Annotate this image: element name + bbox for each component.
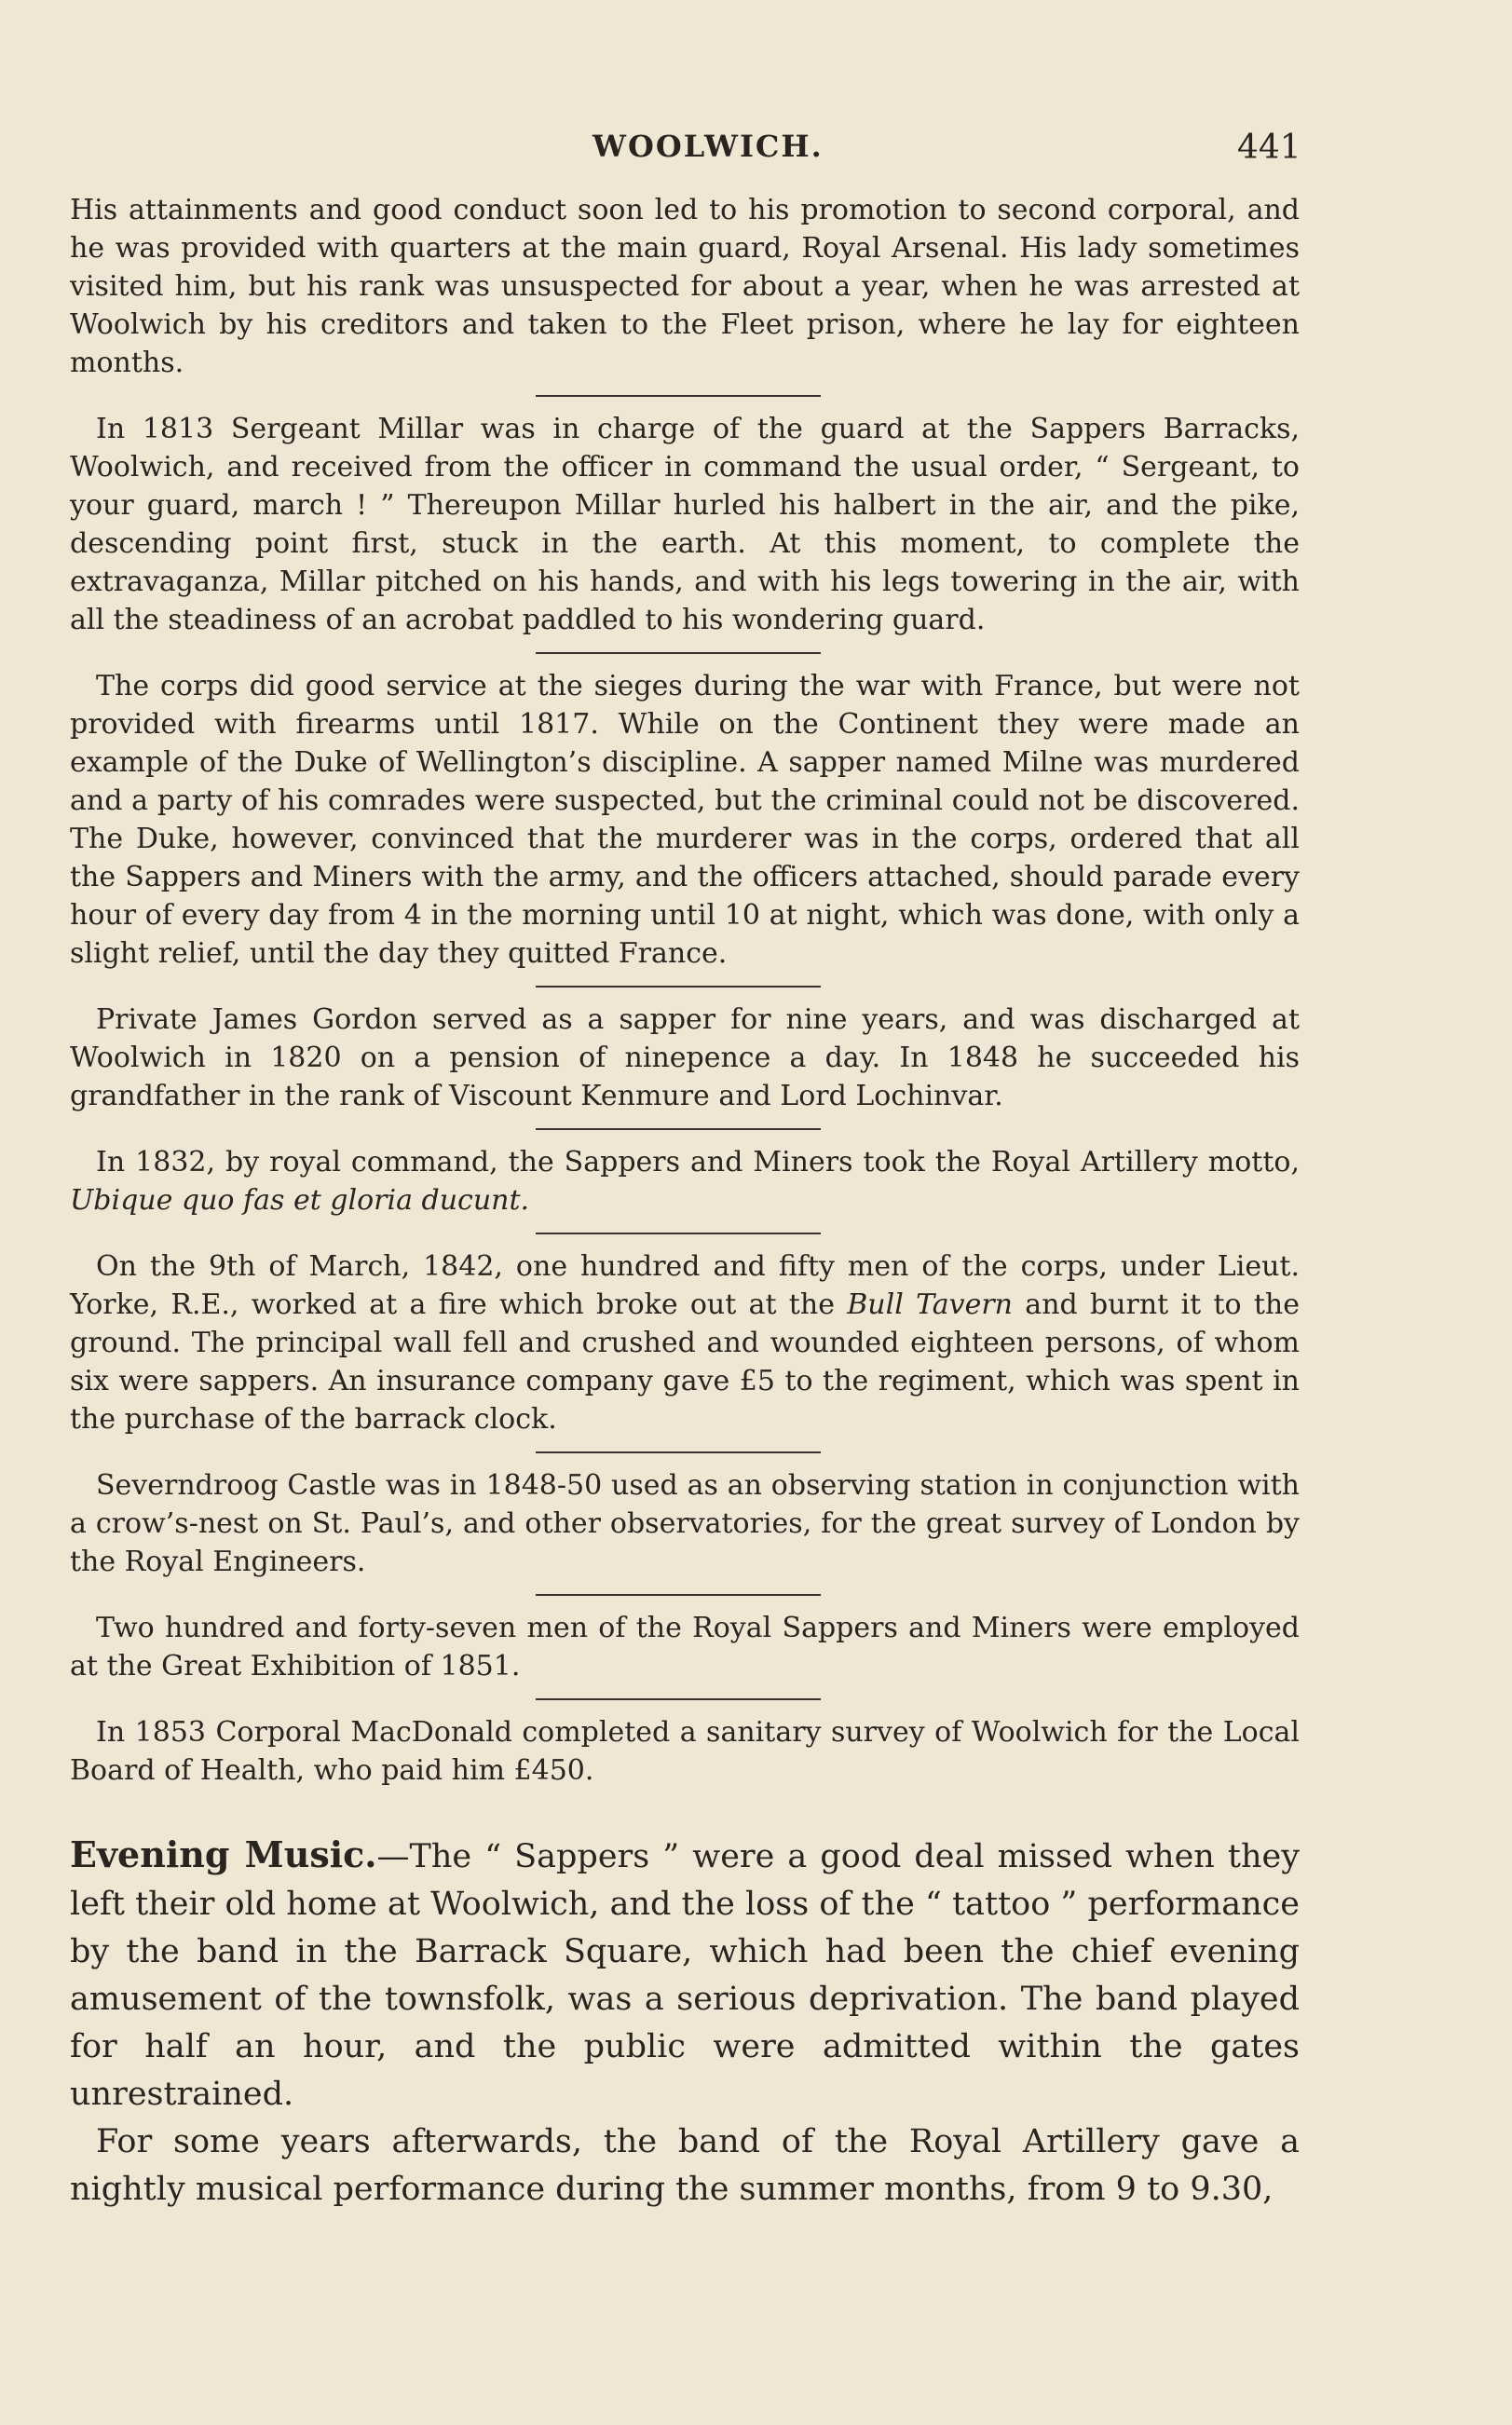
- paragraph-5: [70, 1143, 1300, 1219]
- paragraph-6: [70, 1247, 1300, 1438]
- paragraph-7: Severndroog Castle was in 1848-50 used as an observing station in conjunction with a crow’s-nest on St. Paul’s, and other observatories, for the great survey of London by the Royal Engineers.: [70, 1469, 1300, 1578]
- divider-rule: [536, 395, 821, 397]
- divider-rule: [536, 1594, 821, 1596]
- section-paragraph-1: [70, 1831, 1300, 2118]
- page-body: [70, 191, 1300, 2214]
- page-header: [0, 129, 1512, 170]
- paragraph-6-text: On the 9th of March, 1842, one hundred and fifty men of the corps, under Lieut. Yorke, R.E., worked at a fire which broke out at the: [70, 1250, 1300, 1321]
- divider-rule: [536, 986, 821, 988]
- running-title: WOOLWICH.: [593, 129, 824, 164]
- paragraph-8: Two hundred and forty-seven men of the Royal Sappers and Miners were employed at the Great Exhibition of 1851.: [70, 1612, 1300, 1683]
- divider-rule: [536, 1128, 821, 1130]
- section-paragraph-1-text: —The “ Sappers ” were a good deal missed when they left their old home at Woolwich, and the loss of the “ tattoo ” performance by the band in the Barrack Square, which had been the chief evening amusement of the townsfolk, was a serious deprivation. The band played for half an hour, and the public were admitted within the gates unrestrained.: [70, 1838, 1300, 2113]
- paragraph-5-text: In 1832, by royal command, the Sappers and Miners took the Royal Artillery motto,: [96, 1146, 1300, 1178]
- divider-rule: [536, 1698, 821, 1700]
- page-number: 441: [1237, 129, 1301, 167]
- tavern-name-italic: Bull Tavern: [847, 1288, 1014, 1321]
- paragraph-9: In 1853 Corporal MacDonald completed a sanitary survey of Woolwich for the Local Board of Health, who paid him £450.: [70, 1716, 1300, 1787]
- section-evening-music: [70, 1831, 1300, 2214]
- section-heading: Evening Music.: [70, 1833, 377, 1875]
- divider-rule: [536, 1233, 821, 1234]
- paragraph-1: His attainments and good conduct soon led to his promotion to second corporal, and he was provided with quarters at the main guard, Royal Arsenal. His lady sometimes visited him, but his rank was unsuspected for about a year, when he was arrested at Woolwich by his creditors and taken to the Fleet prison, where he lay for eighteen months.: [70, 194, 1300, 379]
- divider-rule: [536, 1451, 821, 1453]
- paragraph-2: In 1813 Sergeant Millar was in charge of the guard at the Sappers Barracks, Woolwich, and received from the officer in command the usual order, “ Sergeant, to your guard, march ! ” Thereupon Millar hurled his halbert in the air, and the pike, descending point first, stuck in the earth. At this moment, to complete the extravaganza, Millar pitched on his hands, and with his legs towering in the air, with all the steadiness of an acrobat paddled to his wondering guard.: [70, 413, 1300, 636]
- paragraph-4: Private James Gordon served as a sapper for nine years, and was discharged at Woolwich in 1820 on a pension of ninepence a day. In 1848 he succeeded his grandfather in the rank of Viscount Kenmure and Lord Lochinvar.: [70, 1003, 1300, 1112]
- paragraph-6-tail: and burnt it to the ground. The principal wall fell and crushed and wounded eighteen persons, of whom six were sappers. An insurance company gave £5 to the regiment, which was spent in the purchase of the barrack clock.: [70, 1288, 1300, 1436]
- section-paragraph-2: For some years afterwards, the band of the Royal Artillery gave a nightly musical performance during the summer months, from 9 to 9.30,: [70, 2123, 1300, 2208]
- paragraph-3: The corps did good service at the sieges during the war with France, but were not provided with firearms until 1817. While on the Continent they were made an example of the Duke of Wellington’s discipline. A sapper named Milne was murdered and a party of his comrades were suspected, but the criminal could not be discovered. The Duke, however, convinced that the murderer was in the corps, ordered that all the Sappers and Miners with the army, and the officers attached, should parade every hour of every day from 4 in the morning until 10 at night, which was done, with only a slight relief, until the day they quitted France.: [70, 670, 1300, 970]
- divider-rule: [536, 652, 821, 654]
- motto-italic: Ubique quo fas et gloria ducunt.: [70, 1184, 530, 1217]
